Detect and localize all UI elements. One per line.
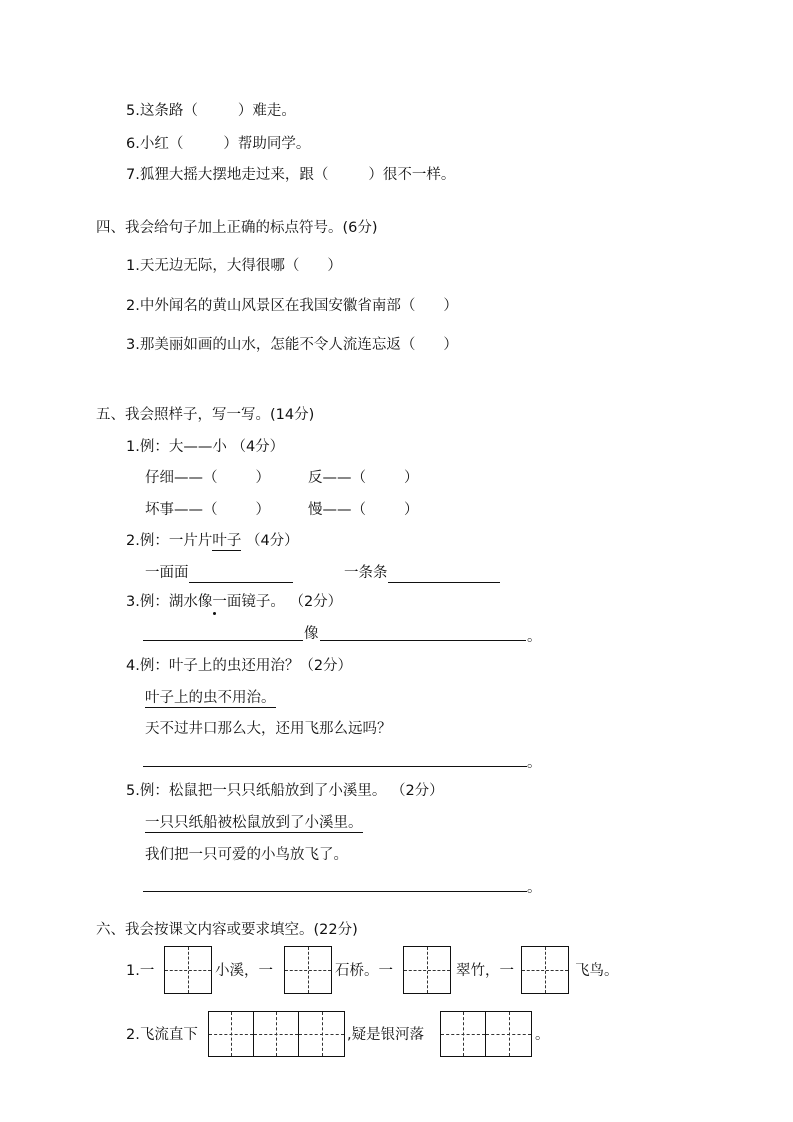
q6-2-p1: ,疑是银河落 — [347, 1027, 425, 1043]
answer-line[interactable] — [143, 766, 527, 767]
q5-4-example: 4.例：叶子上的虫还用治？（2分） — [126, 658, 353, 674]
q4-3-line: 3.那美丽如画的山水，怎能不令人流连忘返（ ） — [126, 337, 458, 353]
q6-2-p2: 。 — [535, 1027, 550, 1043]
answer-line[interactable] — [143, 640, 303, 641]
q5-2-example: 2.例：一片片叶子 （4分） — [126, 533, 299, 549]
q5-1-row2: 坏事——（ ） 慢——（ ） — [145, 502, 419, 518]
q5-4-end: 。 — [527, 755, 542, 771]
q3-7-line: 7.狐狸大摇大摆地走过来，跟（ ）很不一样。 — [126, 167, 456, 183]
writing-grid-cell[interactable] — [253, 1011, 299, 1057]
q5-3-end: 。 — [527, 629, 542, 645]
writing-grid-cell[interactable] — [521, 946, 569, 994]
writing-grid-cell[interactable] — [403, 946, 451, 994]
q5-2-blank1: 一面面 — [145, 563, 293, 583]
answer-line[interactable] — [189, 564, 293, 583]
q5-1-example: 1.例：大——小 （4分） — [126, 439, 285, 455]
q5-3-mid: 像 — [304, 626, 319, 642]
q6-1-p3: 翠竹，一 — [456, 963, 514, 979]
q3-6-line: 6.小红（ ）帮助同学。 — [126, 136, 311, 152]
q5-5-answer: 一只只纸船被松鼠放到了小溪里。 — [145, 815, 363, 831]
q5-1-row1: 仔细——（ ） 反——（ ） — [145, 470, 419, 486]
q6-1-p0: 1.一 — [126, 963, 155, 979]
writing-grid-cell[interactable] — [208, 1011, 254, 1057]
example-underline-word: 叶子 — [212, 533, 242, 549]
sec6-title: 六、我会按课文内容或要求填空。(22分) — [96, 922, 358, 938]
q4-2-line: 2.中外闻名的黄山风景区在我国安徽省南部（ ） — [126, 298, 458, 314]
answer-line[interactable] — [388, 564, 500, 583]
q5-3-example: 3.例：湖水像一面镜子。 （2分） — [126, 594, 343, 610]
writing-grid-cell[interactable] — [164, 946, 212, 994]
q6-2-p0: 2.飞流直下 — [126, 1027, 198, 1043]
writing-grid-cell[interactable] — [440, 1011, 486, 1057]
q5-5-prompt: 我们把一只可爱的小鸟放飞了。 — [145, 847, 348, 863]
q5-4-answer: 叶子上的虫不用治。 — [145, 690, 276, 706]
q5-2-blank2: 一条条 — [344, 563, 500, 583]
writing-grid-cell[interactable] — [485, 1011, 532, 1057]
q5-5-example: 5.例：松鼠把一只只纸船放到了小溪里。 （2分） — [126, 783, 444, 799]
answer-line[interactable] — [143, 891, 527, 892]
q5-5-end: 。 — [527, 880, 542, 896]
emphasis-dot — [213, 612, 216, 615]
answer-line[interactable] — [320, 640, 526, 641]
q6-1-p2: 石桥。一 — [335, 963, 393, 979]
q4-1-line: 1.天无边无际，大得很哪（ ） — [126, 258, 342, 274]
sec4-title: 四、我会给句子加上正确的标点符号。(6分) — [96, 220, 378, 236]
writing-grid-cell[interactable] — [298, 1011, 345, 1057]
q3-5-line: 5.这条路（ ）难走。 — [126, 103, 296, 119]
writing-grid-cell[interactable] — [284, 946, 332, 994]
q5-4-prompt: 天不过井口那么大，还用飞那么远吗？ — [145, 721, 392, 737]
sec5-title: 五、我会照样子，写一写。(14分) — [96, 407, 315, 423]
q6-1-p4: 飞鸟。 — [575, 963, 619, 979]
q6-1-p1: 小溪，一 — [215, 963, 273, 979]
